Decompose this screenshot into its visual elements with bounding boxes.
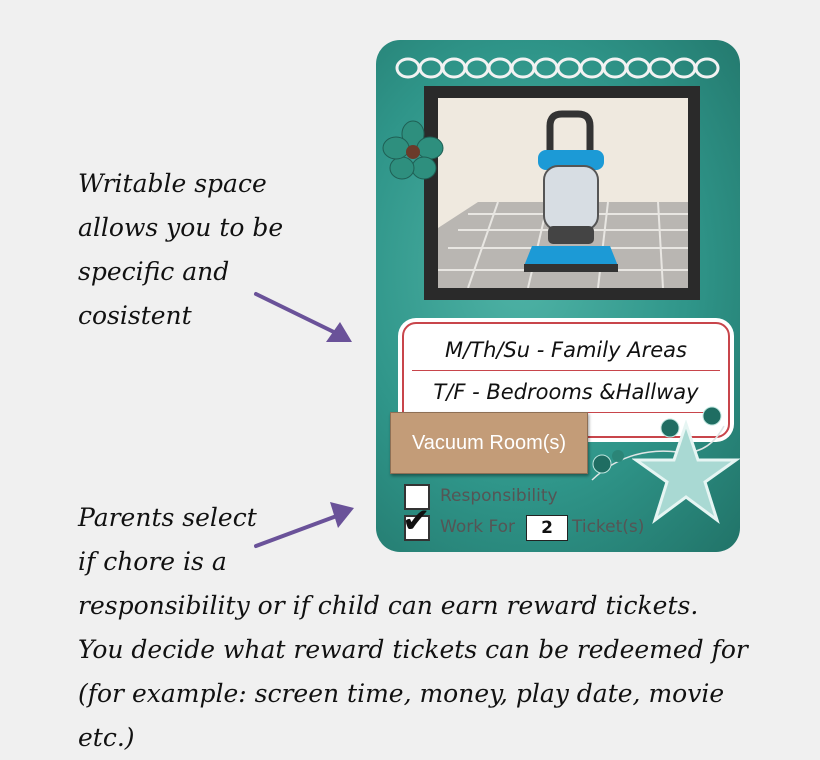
arrow-icon bbox=[250, 498, 360, 554]
arrow-icon bbox=[250, 286, 360, 350]
chore-card bbox=[376, 40, 740, 552]
ticket-label: Ticket(s) bbox=[572, 517, 645, 537]
note-line: cosistent bbox=[78, 301, 192, 330]
schedule-line: T/F - Bedrooms &Hallway bbox=[433, 380, 699, 404]
photo-frame bbox=[424, 86, 700, 300]
rule-line bbox=[412, 370, 720, 371]
check-icon: ✔ bbox=[402, 501, 431, 541]
work-for-label: Work For bbox=[440, 517, 516, 537]
note-line: Writable space bbox=[78, 169, 267, 198]
note-line: if chore is a bbox=[78, 547, 227, 576]
chore-photo bbox=[438, 98, 688, 288]
note-line: You decide what reward tickets can be redeemed for bbox=[78, 635, 748, 664]
ticket-count-field[interactable]: 2 bbox=[526, 515, 568, 541]
note-line: responsibility or if child can earn reward tickets. bbox=[78, 591, 699, 620]
flower-icon bbox=[382, 120, 444, 182]
note-line: specific and bbox=[78, 257, 230, 286]
chore-title-tag: Vacuum Room(s) bbox=[390, 412, 588, 474]
chain-border-icon bbox=[394, 54, 720, 82]
star-icon bbox=[632, 420, 740, 532]
note-line: allows you to be bbox=[78, 213, 284, 242]
note-line: Parents select bbox=[78, 503, 257, 532]
responsibility-label: Responsibility bbox=[440, 486, 558, 506]
note-line: (for example: screen time, money, play date, movie etc.) bbox=[78, 679, 725, 752]
schedule-line: M/Th/Su - Family Areas bbox=[445, 338, 687, 362]
vacuum-cleaner-icon bbox=[438, 98, 688, 288]
